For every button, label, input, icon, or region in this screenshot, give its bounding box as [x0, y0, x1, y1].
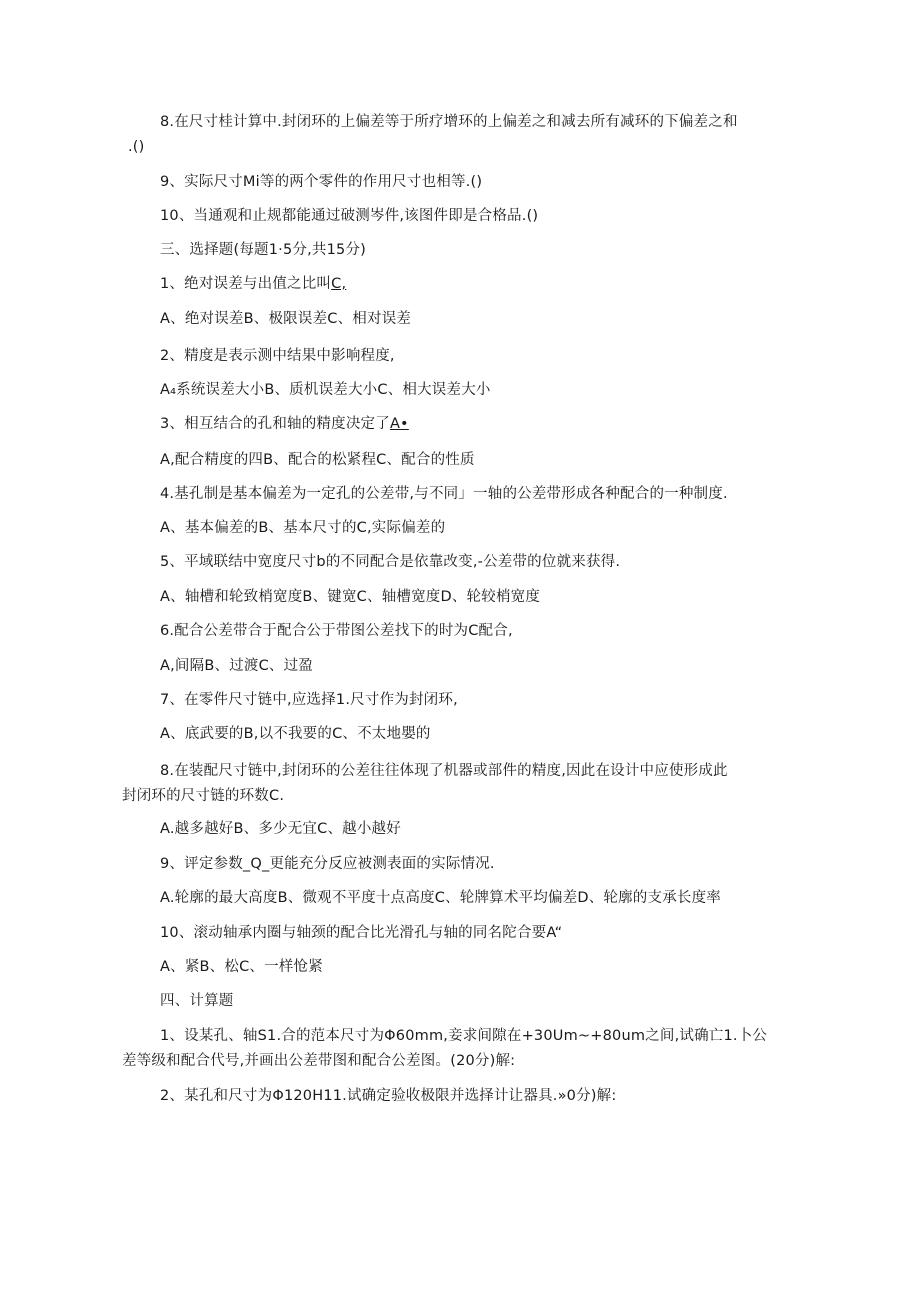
choice-q1-text: 1、绝对误差与出值之比叫 — [160, 276, 332, 292]
choice-q8-line1: 8.在装配尺寸链中,封闭环的公差往往体现了机器或部件的精度,因此在设计中应使形成此 — [160, 763, 728, 779]
section3-heading: 三、选择题(每题1·5分,共15分) — [160, 242, 367, 258]
choice-q4-options: A、基本偏差的B、基本尺寸的C,实际偏差的 — [160, 520, 446, 536]
choice-q3-answer: A• — [389, 416, 409, 432]
calc-q1-line2: 差等级和配合代号,并画出公差带图和配合公差图。(20分)解: — [122, 1053, 516, 1069]
choice-q4: 4.基孔制是基本偏差为一定孔的公差带,与不同」一轴的公差带形成各种配合的一种制度. — [160, 486, 728, 502]
choice-q3 — [160, 414, 409, 434]
choice-q8-line2: 封闭环的尺寸链的环数C. — [122, 788, 285, 804]
choice-q6-options: A,间隔B、过渡C、过盈 — [160, 658, 313, 674]
judgement-q8-line1: 8.在尺寸桂计算中.封闭环的上偏差等于所疗增环的上偏差之和减去所有减环的下偏差之和 — [160, 114, 738, 130]
choice-q5: 5、平域联结中宽度尺寸b的不同配合是依靠改变,-公差带的位就来获得. — [160, 554, 621, 570]
calc-q1-line1: 1、设某孔、轴S1.合的范本尺寸为Φ60mm,妾求间隙在+30Um~+80um之间,试确亡1.卜公 — [160, 1028, 768, 1044]
choice-q1-answer: C, — [331, 276, 347, 292]
judgement-q8-line2: .() — [128, 139, 145, 155]
choice-q9: 9、评定参数_Q_更能充分反应被测表面的实际情况. — [160, 856, 495, 872]
judgement-q9: 9、实际尺寸Mi等的两个零件的作用尺寸也相等.() — [160, 174, 483, 190]
choice-q2: 2、精度是表示测中结果中影响程度, — [160, 348, 395, 364]
choice-q9-options: A.轮廓的最大高度B、微观不平度十点高度C、轮牌算术平均偏差D、轮廓的支承长度率 — [160, 890, 722, 906]
choice-q5-options: A、轴槽和轮致梢宽度B、键宽C、轴槽宽度D、轮较梢宽度 — [160, 589, 541, 605]
calc-q2: 2、某孔和尺寸为Φ120H11.试确定验收极限并选择计让器具.»0分)解: — [160, 1088, 617, 1104]
choice-q7-options: A、底武要的B,以不我要的C、不太地嬰的 — [160, 726, 431, 742]
choice-q1-options: A、绝对误差B、极限误差C、相对误差 — [160, 311, 412, 327]
choice-q10-options: A、紧B、松C、一样怆紧 — [160, 959, 323, 975]
choice-q7: 7、在零件尺寸链中,应选择1.尺寸作为封闭环, — [160, 692, 458, 708]
choice-q8-options: A.越多越好B、多少无宜C、越小越好 — [160, 821, 401, 837]
section4-heading: 四、计算题 — [160, 993, 234, 1009]
choice-q1 — [160, 274, 346, 294]
choice-q3-options: A,配合精度的四B、配合的松紧程C、配合的性质 — [160, 452, 475, 468]
choice-q10: 10、滚动轴承内圈与轴颈的配合比光滑孔与轴的同名陀合要A“ — [160, 925, 563, 941]
choice-q3-text: 3、相互结合的孔和轴的精度决定了 — [160, 416, 390, 432]
choice-q2-options: A₄系统误差大小B、质机误差大小C、相大误差大小 — [160, 382, 491, 398]
choice-q6: 6.配合公差带合于配合公于带图公差找下的时为C配合, — [160, 623, 513, 639]
judgement-q10: 10、当通观和止规都能通过破测岑件,该图件即是合格品.() — [160, 208, 539, 224]
